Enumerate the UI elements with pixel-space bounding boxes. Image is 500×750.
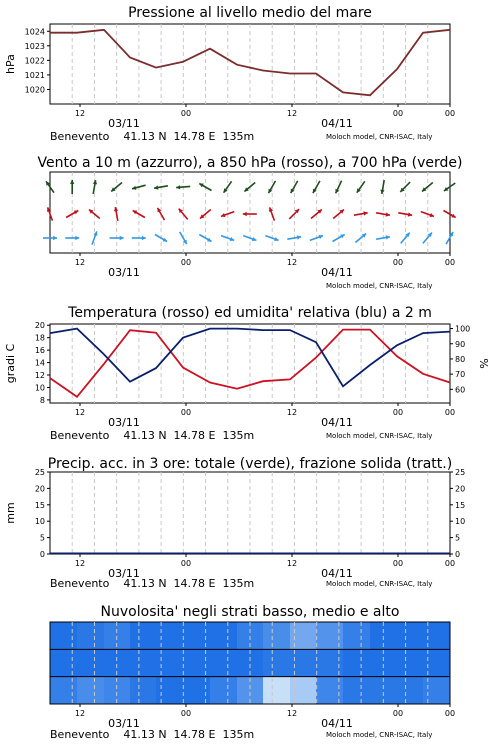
cloud-cell-basso — [423, 677, 450, 704]
y-tick-label: 18 — [34, 333, 45, 343]
wind-chart — [0, 150, 500, 300]
cloud-cell-alto — [343, 622, 370, 649]
precip-bar — [397, 553, 423, 555]
plot-frame — [50, 472, 450, 554]
location-label: Benevento 41.13 N 14.78 E 135m — [50, 429, 255, 442]
cloud-cell-basso — [50, 677, 77, 704]
x-tick-label: 00 — [392, 258, 404, 267]
y-tick-label: 8 — [39, 395, 45, 405]
cloud-cell-medio — [210, 649, 237, 676]
date-label: 03/11 — [108, 266, 140, 279]
date-label: 03/11 — [108, 717, 140, 730]
x-tick-label: 00 — [444, 559, 456, 568]
y-tick-label: 5 — [39, 533, 45, 543]
precip-bar — [423, 553, 450, 555]
cloud-cell-medio — [156, 649, 183, 676]
plot-frame — [50, 324, 450, 403]
cloud-cell-basso — [343, 677, 370, 704]
cloud-cell-medio — [397, 649, 423, 676]
cloud-cell-medio — [423, 649, 450, 676]
y-tick-label: 14 — [34, 358, 45, 368]
precip-bar — [130, 553, 156, 555]
x-tick-label: 12 — [74, 709, 86, 718]
y-tick-label-right: 100 — [455, 324, 471, 334]
cloud-cell-basso — [290, 677, 316, 704]
temp-title: Temperatura (rosso) ed umidita' relativa (blu) a 2 m — [68, 305, 432, 321]
y-tick-label-right: 60 — [455, 385, 466, 395]
y-axis-label: hPa — [4, 54, 17, 74]
y-tick-label: 1024 — [24, 27, 45, 37]
date-label: 04/11 — [321, 717, 353, 730]
x-tick-label: 00 — [392, 408, 404, 417]
x-tick-label: 00 — [444, 709, 456, 718]
date-label: 04/11 — [321, 117, 353, 130]
y-tick-label-right: 0 — [455, 550, 461, 559]
x-tick-label: 12 — [286, 109, 298, 118]
wind-panel — [0, 150, 500, 300]
y-tick-label: 20 — [34, 484, 45, 494]
cloud-cell-alto — [423, 622, 450, 649]
wind-arrow-head — [243, 212, 247, 216]
x-tick-label: 00 — [444, 258, 456, 267]
cloud-cell-basso — [156, 677, 183, 704]
credit-label: Moloch model, CNR-ISAC, Italy — [326, 282, 433, 290]
cloud-cell-alto — [77, 622, 104, 649]
cloud-cell-medio — [343, 649, 370, 676]
precip-bar — [370, 553, 397, 555]
precip-bar — [183, 553, 210, 555]
cloud-panel — [0, 600, 500, 750]
y-tick-label-right: 80 — [455, 354, 466, 364]
precip-bar — [77, 553, 104, 555]
y-tick-label-right: 70 — [455, 370, 466, 380]
date-label: 04/11 — [321, 416, 353, 429]
wind-arrow-head — [70, 180, 74, 184]
precip-bar — [237, 553, 263, 555]
cloud-cell-basso — [397, 677, 423, 704]
x-tick-label: 12 — [74, 258, 86, 267]
y-axis-label: gradi C — [4, 343, 17, 384]
x-tick-label: 12 — [74, 559, 86, 568]
x-tick-label: 00 — [180, 258, 192, 267]
cloud-cell-alto — [290, 622, 316, 649]
plot-frame — [50, 172, 450, 253]
x-tick-label: 00 — [444, 109, 456, 118]
y-tick-label: 0 — [39, 550, 45, 559]
cloud-cell-alto — [210, 622, 237, 649]
precip-bar — [50, 553, 77, 555]
y-tick-label: 1021 — [24, 70, 45, 80]
cloud-cell-alto — [156, 622, 183, 649]
wind-arrow-head — [75, 236, 79, 240]
cloud-cell-medio — [290, 649, 316, 676]
y-tick-label: 1020 — [24, 85, 45, 95]
x-tick-label: 12 — [74, 109, 86, 118]
x-tick-label: 00 — [180, 559, 192, 568]
location-label: Benevento 41.13 N 14.78 E 135m — [50, 130, 255, 143]
date-label: 03/11 — [108, 416, 140, 429]
x-tick-label: 00 — [392, 559, 404, 568]
y-tick-label: 10 — [34, 517, 45, 527]
x-tick-label: 00 — [180, 709, 192, 718]
credit-label: Moloch model, CNR-ISAC, Italy — [326, 580, 433, 588]
cloud-cell-alto — [130, 622, 156, 649]
y-axis-label: mm — [4, 502, 17, 524]
cloud-cell-medio — [77, 649, 104, 676]
precip-bar — [343, 553, 370, 555]
y-tick-label: 12 — [34, 371, 45, 381]
cloud-title: Nuvolosita' negli strati basso, medio e alto — [100, 604, 400, 620]
y-tick-label: 25 — [34, 468, 45, 477]
y-tick-label-right: 15 — [455, 500, 466, 510]
y-tick-label-right: 10 — [455, 517, 466, 527]
wind-arrow-head — [53, 236, 57, 240]
cloud-cell-basso — [77, 677, 104, 704]
x-tick-label: 12 — [286, 258, 298, 267]
temp-humidity-chart — [0, 300, 500, 450]
cloud-cell-alto — [50, 622, 77, 649]
x-tick-label: 12 — [286, 408, 298, 417]
credit-label: Moloch model, CNR-ISAC, Italy — [326, 731, 433, 739]
y-tick-label-right: 20 — [455, 484, 466, 494]
wind-arrow-head — [142, 236, 146, 240]
location-label: Benevento 41.13 N 14.78 E 135m — [50, 728, 255, 741]
y-tick-label-right: 25 — [455, 468, 466, 477]
cloud-cell-basso — [210, 677, 237, 704]
precip-bar — [156, 553, 183, 555]
date-label: 04/11 — [321, 567, 353, 580]
date-label: 03/11 — [108, 117, 140, 130]
x-tick-label: 00 — [392, 109, 404, 118]
x-tick-label: 12 — [286, 559, 298, 568]
precip-bar — [290, 553, 316, 555]
cloud-cell-medio — [263, 649, 290, 676]
temp-humidity-panel — [0, 300, 500, 450]
precip-panel — [0, 450, 500, 600]
y-tick-label-right: 90 — [455, 339, 466, 349]
pressure-title: Pressione al livello medio del mare — [128, 5, 372, 21]
y-tick-label: 1023 — [24, 41, 45, 51]
y-tick-label-right: 5 — [455, 533, 461, 543]
credit-label: Moloch model, CNR-ISAC, Italy — [326, 133, 433, 141]
y-tick-label: 15 — [34, 500, 45, 510]
date-label: 03/11 — [108, 567, 140, 580]
precip-bar — [104, 553, 130, 555]
y-tick-label: 10 — [34, 383, 45, 393]
location-label: Benevento 41.13 N 14.78 E 135m — [50, 577, 255, 590]
precip-title: Precip. acc. in 3 ore: totale (verde), frazione solida (tratt.) — [47, 456, 453, 472]
precip-bar — [316, 553, 343, 555]
x-tick-label: 12 — [286, 709, 298, 718]
wind-arrow-head — [176, 185, 180, 189]
pressure-panel — [0, 0, 500, 150]
y-axis-label-right: % — [478, 358, 491, 369]
cloud-cell-medio — [50, 649, 77, 676]
y-tick-label: 20 — [34, 321, 45, 331]
precip-bar — [263, 553, 290, 555]
precip-bar — [210, 553, 237, 555]
credit-label: Moloch model, CNR-ISAC, Italy — [326, 432, 433, 440]
cloud-cell-basso — [130, 677, 156, 704]
wind-arrow-head — [120, 236, 124, 240]
cloud-cell-basso — [263, 677, 290, 704]
x-tick-label: 12 — [74, 408, 86, 417]
cloud-cell-medio — [130, 649, 156, 676]
x-tick-label: 00 — [392, 709, 404, 718]
pressure-chart — [0, 0, 500, 150]
date-label: 04/11 — [321, 266, 353, 279]
x-tick-label: 00 — [180, 408, 192, 417]
cloud-cell-alto — [397, 622, 423, 649]
cloud-cell-alto — [263, 622, 290, 649]
x-tick-label: 00 — [180, 109, 192, 118]
y-tick-label: 16 — [34, 346, 45, 356]
wind-title: Vento a 10 m (azzurro), a 850 hPa (rosso), a 700 hPa (verde) — [37, 155, 463, 171]
y-tick-label: 1022 — [24, 56, 45, 66]
x-tick-label: 00 — [444, 408, 456, 417]
